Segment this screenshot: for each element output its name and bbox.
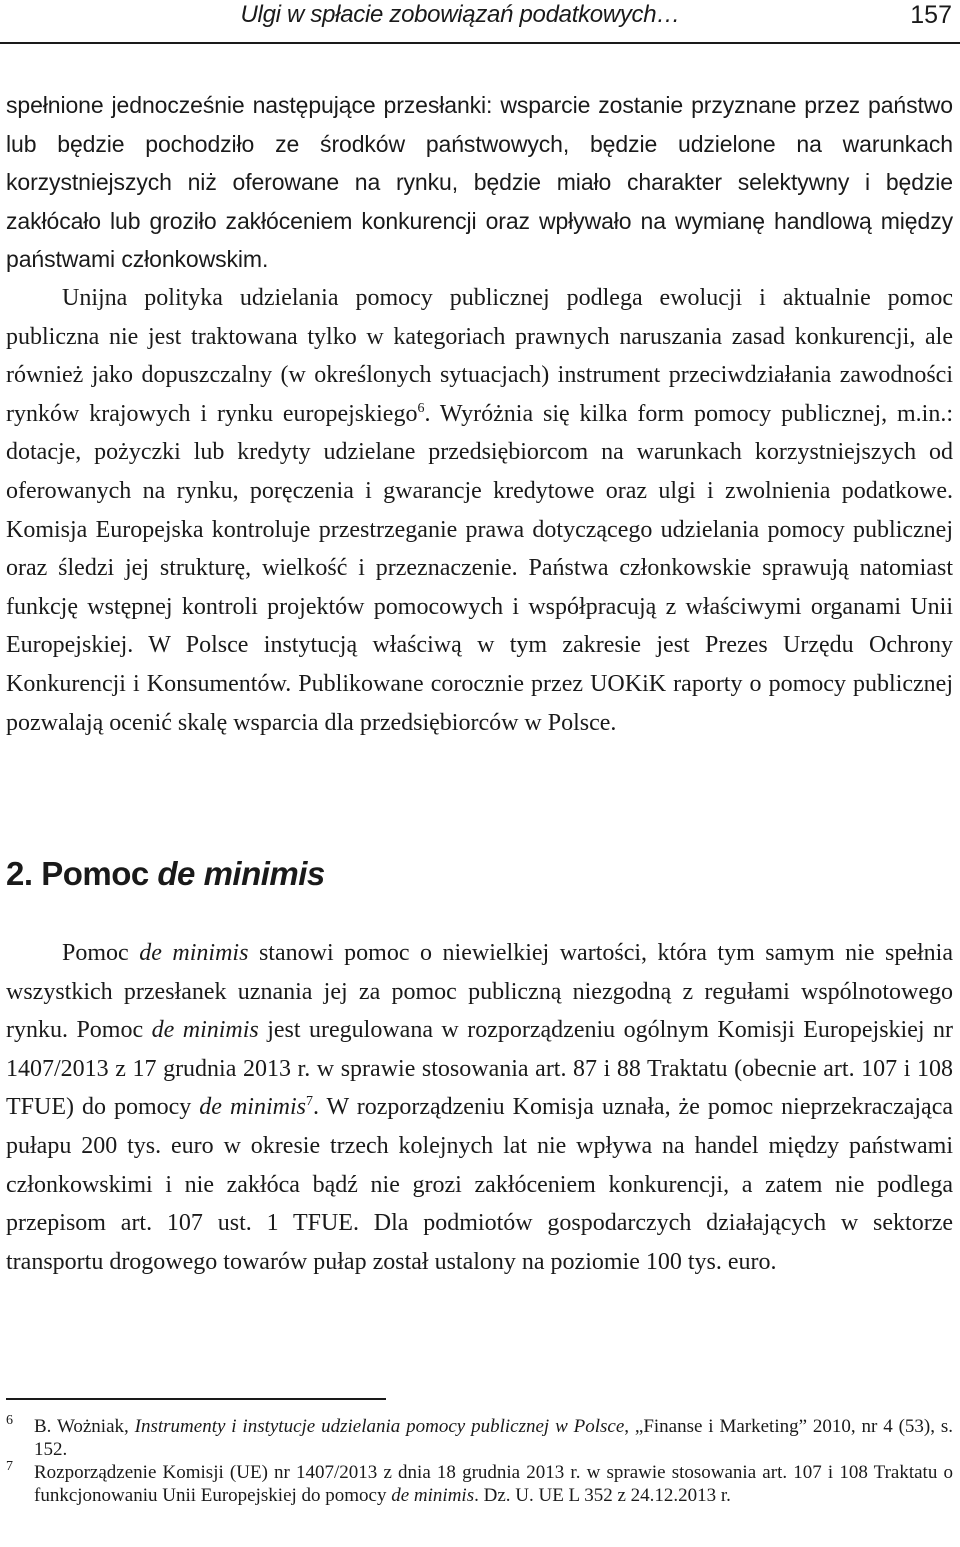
paragraph-eu-policy bbox=[6, 279, 953, 742]
footnote-item bbox=[6, 1413, 954, 1461]
header-divider bbox=[0, 42, 960, 44]
text-span: . W rozporządzeniu Komisja uznała, że pomoc nieprzekraczająca pułapu 200 tys. euro w okresie trzech kolejnych lat nie wpływa na handel między państwami członkowskimi i nie zakłóca bądź nie grozi zakłóceniem konkurencji, a zatem nie podlega przepisom art. 107 ust. 1 TFUE. Dla podmiotów gospodarczych działających w sektorze transportu drogowego towarów pułap został ustalony na poziomie 100 tys. euro. bbox=[6, 1094, 954, 1275]
section-heading-text: 2. Pomoc bbox=[6, 855, 158, 892]
text-span: jest uregulowana w rozporządzeniu ogólnym Komisji Europejskiej nr 1407/2013 z 17 grudnia 2013 r. w sprawie stosowania art. 87 i 88 Traktatu (obecnie art. 107 i 108 TFUE) do pomocy bbox=[6, 1017, 953, 1121]
text-span: . Wyróżnia się kilka form pomocy publicznej, m.in.: dotacje, pożyczki lub kredyty udzielane przedsiębiorcom na warunkach korzystniejszych od oferowanych na rynku, poręczenia i gwarancje kredytowe oraz ulgi i zwolnienia podatkowe. Komisja Europejska kontroluje przestrzeganie prawa dotyczącego udzielania pomocy publicznej oraz śledzi jej strukturę, wielkość i przeznaczenie. Państwa członkowskie sprawują natomiast funkcję wstępnej kontroli projektów pomocowych i współpracują z właściwymi organami Unii Europejskiej. W Polsce instytucją właściwą w tym zakresie jest Prezes Urzędu Ochrony Konkurencji i Konsumentów. Publikowane corocznie przez UOKiK raporty o pomocy publicznej pozwalają ocenić skalę wsparcia dla przedsiębiorców w Polsce. bbox=[6, 400, 954, 736]
footnote-number: 6 bbox=[6, 1413, 13, 1428]
footnote-item bbox=[6, 1459, 953, 1507]
section-heading-italic: de minimis bbox=[157, 855, 325, 892]
paragraph-de-minimis bbox=[6, 934, 953, 1281]
running-header-title: Ulgi w spłacie zobowiązań podatkowych… bbox=[240, 1, 680, 28]
italic-term: de minimis bbox=[199, 1094, 306, 1121]
text-span: Pomoc bbox=[62, 940, 140, 966]
footnote-reference[interactable]: 7 bbox=[305, 1094, 313, 1110]
italic-term: de minimis bbox=[151, 1017, 259, 1044]
footnote-divider bbox=[6, 1398, 386, 1400]
footnote-text: B. Wożniak, bbox=[34, 1416, 135, 1437]
footnote-text: Rozporządzenie Komisji (UE) nr 1407/2013 z dnia 18 grudnia 2013 r. w sprawie stosowania art. 107 i 108 Traktatu o funkcjonowaniu Unii Europejskiej do pomocy bbox=[34, 1462, 953, 1506]
footnote-text: . Dz. U. UE L 352 z 24.12.2013 r. bbox=[474, 1484, 731, 1506]
footnote-reference[interactable]: 6 bbox=[417, 400, 425, 416]
paragraph-text bbox=[6, 934, 953, 1281]
footnote-text: , „Finanse i Marketing” 2010, nr 4 (53), s. 152. bbox=[34, 1416, 954, 1460]
footnote-italic: de minimis bbox=[391, 1484, 475, 1506]
text-span: stanowi pomoc o niewielkiej wartości, która tym samym nie spełnia wszystkich przesłanek uznania jej za pomoc publiczną niezgodną z regułami wspólnotowego rynku. Pomoc bbox=[6, 940, 953, 1044]
section-heading bbox=[6, 852, 325, 896]
page-number: 157 bbox=[910, 1, 952, 29]
footnotes bbox=[6, 1413, 954, 1508]
paragraph-text: spełnione jednocześnie następujące przesłanki: wsparcie zostanie przyznane przez państwo lub będzie pochodziło ze środków państwowych, będzie udzielone na warunkach korzystniejszych niż oferowane na rynku, będzie miało charakter selektywny i będzie zakłócało lub groziło zakłóceniem konkurencji oraz wpływało na wymianę handlową między państwami członkowskim. bbox=[6, 92, 953, 273]
page-header bbox=[0, 0, 960, 44]
paragraph-text bbox=[6, 279, 953, 742]
text-span: Unijna polityka udzielania pomocy publicznej podlega ewolucji i aktualnie pomoc publiczna nie jest traktowana tylko w kategoriach prawnych naruszania zasad konkurencji, ale również jako dopuszczalny (w określonych sytuacjach) instrument przeciwdziałania zawodności rynków krajowych i rynku europejskiego bbox=[6, 285, 953, 427]
italic-term: de minimis bbox=[139, 940, 249, 966]
footnote-italic: Instrumenty i instytucje udzielania pomocy publicznej w Polsce bbox=[134, 1416, 625, 1437]
footnote-number: 7 bbox=[6, 1459, 13, 1474]
paragraph-continuation bbox=[6, 86, 953, 279]
